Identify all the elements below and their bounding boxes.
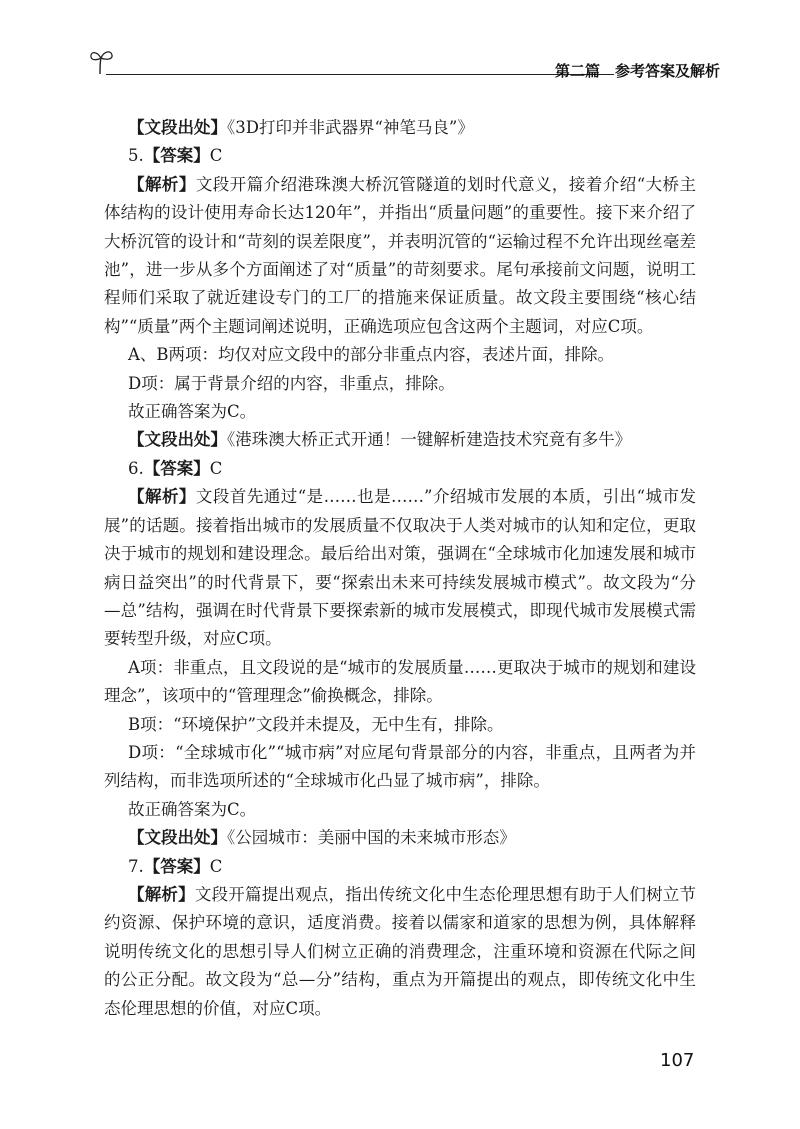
sprout-icon [88, 48, 118, 76]
analysis-label: 【解析】 [128, 174, 196, 194]
q6-answer [104, 455, 696, 483]
q7-answer [104, 853, 696, 881]
question-number: 7. [128, 856, 144, 876]
analysis-label: 【解析】 [128, 884, 195, 904]
page-number: 107 [660, 1050, 695, 1071]
q5-option-ab: A、B两项：均仅对应文段中的部分非重点内容，表述片面，排除。 [128, 345, 615, 365]
answer-value: C [209, 856, 223, 876]
section-title: 第二篇 参考答案及解析 [554, 62, 720, 80]
question-number: 5. [128, 146, 144, 166]
q5-answer [104, 142, 696, 170]
running-header [88, 48, 720, 88]
q6-source [104, 824, 696, 852]
q7-analysis [104, 881, 696, 1023]
answer-label: 【答案】 [143, 458, 210, 478]
q6-option-b: B项：“环境保护”文段并未提及，无中生有，排除。 [128, 714, 504, 734]
source-text: 《公园城市：美丽中国的未来城市形态》 [227, 828, 516, 848]
analysis-text: 文段首先通过“是……也是……”介绍城市发展的本质，引出“城市发展”的话题。接着指出城市的发展质量不仅取决于人类对城市的认知和定位，更取决于城市的规划和建设理念。最后给出对策，强调在“全球城市化加速发展和城市病日益突出”的时代背景下，要“探索出未来可持续发展城市模式”。故文段为“分—总”结构，强调在时代背景下要探索新的城市发展模式，即现代城市发展模式需要转型升级，对应C项。 [104, 487, 697, 649]
q4-source [104, 114, 696, 142]
analysis-label: 【解析】 [128, 487, 196, 507]
source-label: 【文段出处】 [128, 828, 227, 848]
q5-conclusion: 故正确答案为C。 [128, 402, 257, 422]
q6-option-a: A项：非重点，且文段说的是“城市的发展质量……更取决于城市的规划和建设理念”，该项中的“管理理念”偷换概念，排除。 [104, 657, 696, 706]
analysis-text: 文段开篇介绍港珠澳大桥沉管隧道的划时代意义，接着介绍“大桥主体结构的设计使用寿命长达120年”，并指出“质量问题”的重要性。接下来介绍了大桥沉管的设计和“苛刻的误差限度”，并表明沉管的“运输过程不允许出现丝毫差池”，进一步从多个方面阐述了对“质量”的苛刻要求。尾句承接前文问题，说明工程师们采取了就近建设专门的工厂的措施来保证质量。故文段主要围绕“核心结构”“质量”两个主题词阐述说明，正确选项应包含这两个主题词，对应C项。 [104, 174, 697, 336]
header-rule [106, 74, 614, 75]
q5-source [104, 426, 696, 454]
answer-content [104, 114, 696, 1023]
question-number: 6. [128, 458, 144, 478]
source-label: 【文段出处】 [128, 430, 227, 450]
q6-conclusion: 故正确答案为C。 [128, 799, 257, 819]
answer-label: 【答案】 [143, 146, 210, 166]
answer-label: 【答案】 [143, 856, 210, 876]
q6-analysis [104, 483, 696, 653]
answer-value: C [209, 458, 223, 478]
answer-value: C [209, 146, 223, 166]
q6-option-d: D项：“全球城市化”“城市病”对应尾句背景部分的内容，非重点，且两者为并列结构，而非选项所述的“全球城市化凸显了城市病”，排除。 [104, 742, 696, 791]
source-label: 【文段出处】 [128, 118, 227, 137]
q5-option-d: D项：属于背景介绍的内容，非重点，排除。 [128, 373, 455, 393]
analysis-text: 文段开篇提出观点，指出传统文化中生态伦理思想有助于人们树立节约资源、保护环境的意识，适度消费。接着以儒家和道家的思想为例，具体解释说明传统文化的思想引导人们树立正确的消费理念，注重环境和资源在代际之间的公正分配。故文段为“总—分”结构，重点为开篇提出的观点，即传统文化中生态伦理思想的价值，对应C项。 [104, 884, 697, 1018]
source-text: 《3D打印并非武器界“神笔马良”》 [227, 118, 474, 137]
q5-analysis [104, 171, 696, 341]
source-text: 《港珠澳大桥正式开通！一键解析建造技术究竟有多牛》 [227, 430, 632, 450]
